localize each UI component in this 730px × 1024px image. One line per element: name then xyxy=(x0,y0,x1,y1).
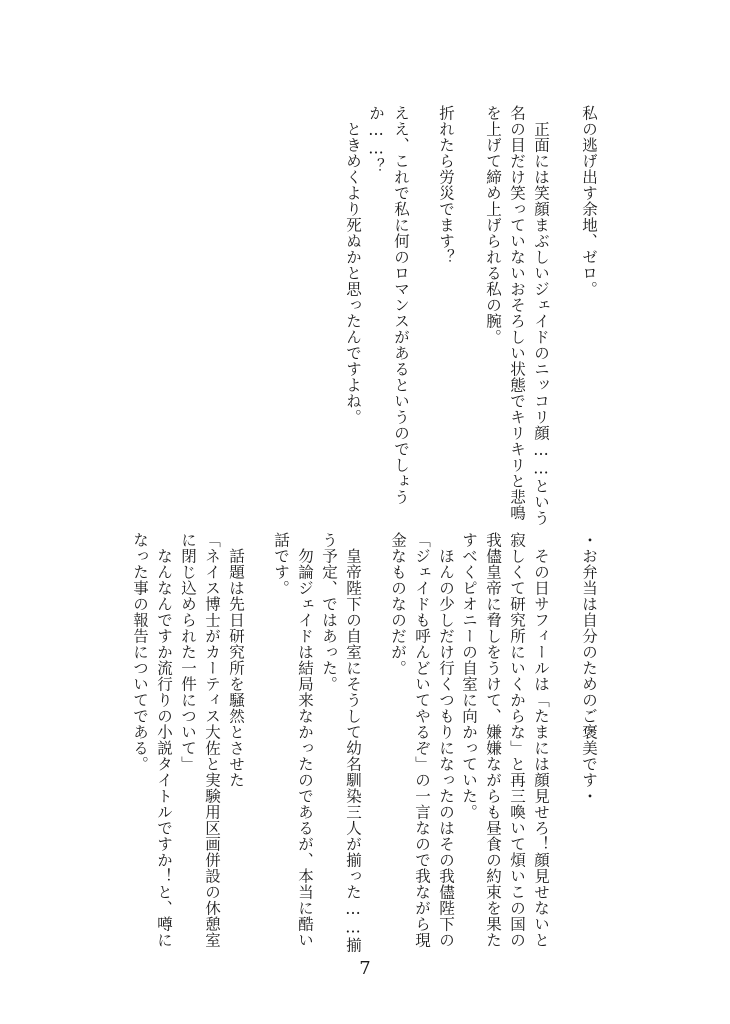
text-line: ええ、これで私に何のロマンスがあるというのでしょう xyxy=(392,105,410,505)
text-line: を上げて締め上げられる私の腕。 xyxy=(484,105,502,345)
bottom-line-15 xyxy=(176,532,200,772)
text-line: ほんの少しだけ行くつもりになったのはその我儘陛下の xyxy=(437,532,455,948)
text-line: 「ネイス博士がカーティス大佐と実験用区画併設の休憩室 xyxy=(203,532,221,948)
text-line: なんなんですか流行りの小説タイトルですか！と、噂に xyxy=(155,532,173,948)
text-line: 皇帝陛下の自室にそうして幼名馴染三人が揃った……揃 xyxy=(344,532,362,953)
bottom-line-3 xyxy=(505,532,529,948)
bottom-line-17 xyxy=(128,532,152,772)
text-line: う予定、ではあった。 xyxy=(320,532,338,692)
text-line: 「ジェイドも呼んどいてやるぞ」の一言なので我ながら現 xyxy=(413,532,431,948)
bottom-line-13 xyxy=(224,532,248,788)
text-line: 話です。 xyxy=(272,532,290,596)
top-line-7 xyxy=(364,105,388,174)
text-line: 勿論ジェイドは結局来なかったのであるが、本当に酷い xyxy=(296,532,314,948)
text-line: 名の目だけ笑っていないおそろしい状態でキリキリと悲鳴 xyxy=(508,105,526,521)
text-line: 私の逃げ出す余地、ゼロ。 xyxy=(580,105,598,297)
text-line: に閉じ込められた一件について」 xyxy=(179,532,197,772)
top-line-3 xyxy=(505,105,529,521)
bottom-line-4 xyxy=(481,532,505,948)
section-heading-text: ・お弁当は自分のためのご褒美です・ xyxy=(580,532,598,804)
bottom-line-5 xyxy=(457,532,481,820)
bottom-line-9 xyxy=(341,532,365,953)
bottom-line-10 xyxy=(317,532,341,692)
bottom-line-8 xyxy=(386,532,410,676)
bottom-line-2 xyxy=(529,532,553,948)
text-line: 寂しくて研究所にいくからな」と再三喚いて煩いこの国の xyxy=(508,532,526,948)
bottom-line-7 xyxy=(410,532,434,948)
text-line: か……？ xyxy=(367,105,385,174)
text-line: ときめくより死ぬかと思ったんですよね。 xyxy=(344,105,362,425)
text-line: すべくピオニーの自室に向かっていた。 xyxy=(460,532,478,820)
text-line: 折れたら労災でます？ xyxy=(437,105,455,265)
top-line-1 xyxy=(577,105,601,297)
text-line: なった事の報告についてである。 xyxy=(131,532,149,772)
text-line: その日サフィールは「たまには顔見せろ！顔見せないと xyxy=(532,532,550,948)
text-line: 我儘皇帝に脅しをうけて、嫌嫌ながらも昼食の約束を果た xyxy=(484,532,502,948)
top-line-2 xyxy=(529,105,553,526)
text-line: 正面には笑顔まぶしいジェイドのニッコリ顔……という xyxy=(532,105,550,526)
top-line-4 xyxy=(481,105,505,345)
bottom-line-12 xyxy=(269,532,293,596)
bottom-line-14 xyxy=(200,532,224,948)
bottom-line-16 xyxy=(152,532,176,948)
top-line-5 xyxy=(434,105,458,265)
page-number: 7 xyxy=(359,958,371,979)
section-heading xyxy=(577,532,601,804)
top-line-6 xyxy=(389,105,413,505)
bottom-line-11 xyxy=(293,532,317,948)
bottom-line-6 xyxy=(434,532,458,948)
top-line-8 xyxy=(341,105,365,425)
text-line: 金なものなのだが。 xyxy=(389,532,407,676)
text-line: 話題は先日研究所を騒然とさせた xyxy=(227,532,245,788)
